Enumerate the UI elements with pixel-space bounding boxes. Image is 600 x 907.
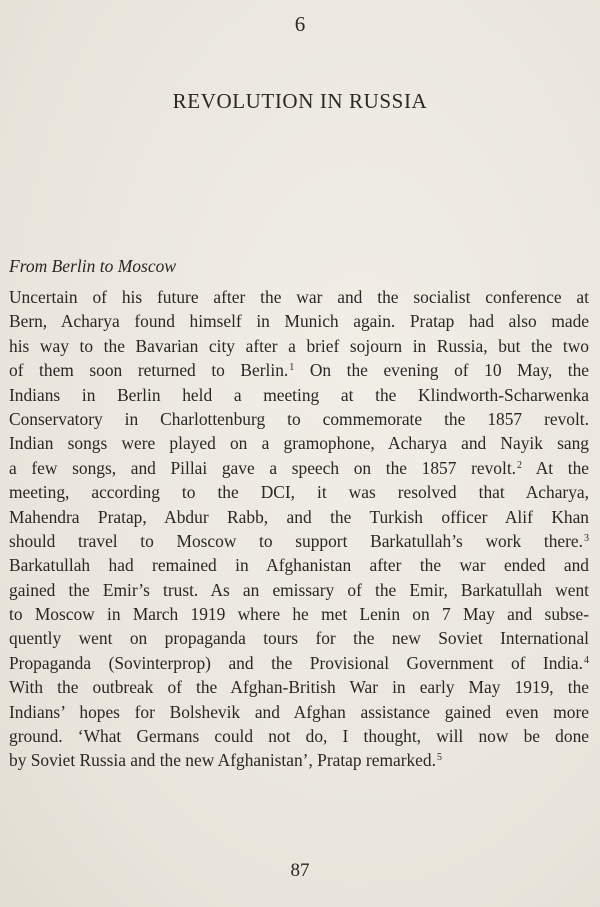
footnote-marker: 4: [584, 654, 589, 666]
page-number: 87: [290, 860, 310, 881]
chapter-number: 6: [294, 12, 306, 36]
footnote-marker: 1: [289, 362, 295, 374]
text-line: Indians’ hopes for Bolshevik and Afghan assistance gained even more: [9, 701, 589, 722]
footnote-marker: 3: [584, 532, 589, 544]
text-line: his way to the Bavarian city after a brief sojourn in Russia, but the two: [9, 335, 589, 356]
section-heading: From Berlin to Moscow: [9, 256, 177, 276]
text-line: Bern, Acharya found himself in Munich again. Pratap had also made: [9, 311, 589, 332]
text-line: Mahendra Pratap, Abdur Rabb, and the Turkish officer Alif Khan: [9, 506, 589, 527]
text-line: to Moscow in March 1919 where he met Lenin on 7 May and subse-: [9, 604, 589, 625]
text-line: Conservatory in Charlottenburg to commemorate the 1857 revolt.: [9, 408, 589, 429]
chapter-title: REVOLUTION IN RUSSIA: [172, 89, 428, 113]
text-line: Indians in Berlin held a meeting at the Klindworth-Scharwenka: [9, 384, 589, 405]
text-line: Uncertain of his future after the war and the socialist conference at: [9, 287, 589, 307]
text-line: should travel to Moscow to support Barkatullah’s work there.$^3$: [9, 530, 589, 551]
text-line: a few songs, and Pillai gave a speech on the 1857 revolt.$^2$ At the: [9, 457, 589, 478]
text-line: Barkatullah had remained in Afghanistan after the war ended and: [9, 555, 589, 576]
text-line: Propaganda (Sovinterprop) and the Provisional Government of India.$^4$: [9, 652, 589, 673]
text-line: by Soviet Russia and the new Afghanistan’, Pratap remarked.$^5$: [9, 750, 442, 771]
text-line: With the outbreak of the Afghan-British War in early May 1919, the: [9, 677, 589, 698]
footnote-marker: 5: [436, 752, 442, 764]
text-line: of them soon returned to Berlin.$^1$ On the evening of 10 May, the: [9, 360, 590, 381]
text-line: gained the Emir’s trust. As an emissary of the Emir, Barkatullah went: [9, 579, 589, 600]
text-line: meeting, according to the DCI, it was resolved that Acharya,: [9, 482, 589, 503]
text-line: quently went on propaganda tours for the new Soviet International: [9, 628, 589, 649]
body-paragraph: [9, 285, 589, 773]
footnote-marker: 2: [517, 459, 522, 471]
text-line: Indian songs were played on a gramophone, Acharya and Nayik sang: [9, 433, 589, 454]
text-line: ground. ‘What Germans could not do, I thought, will now be done: [9, 726, 589, 747]
